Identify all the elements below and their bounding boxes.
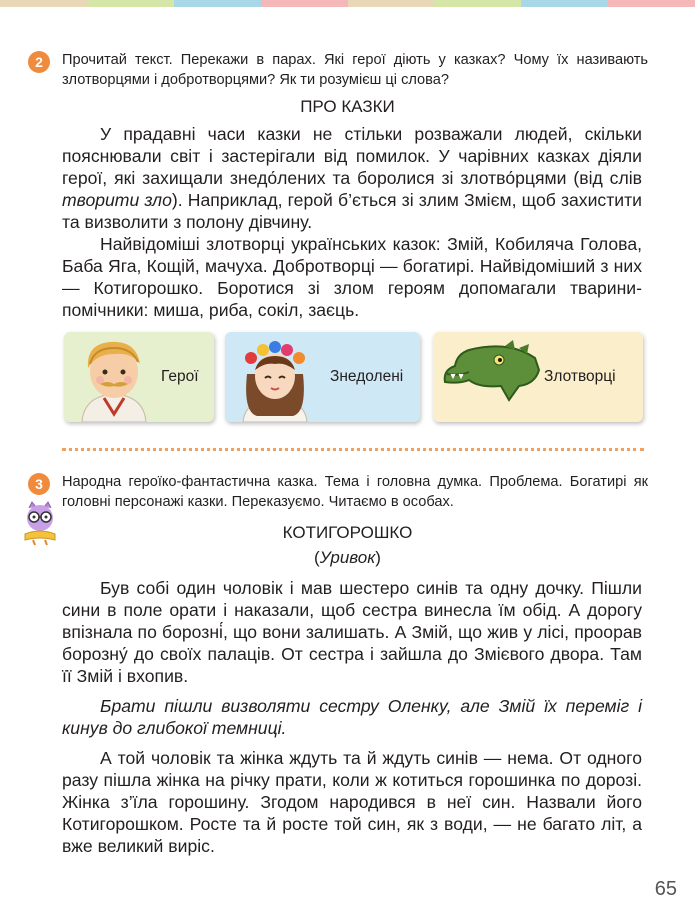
top-bar-segment	[434, 0, 521, 7]
paragraph: Найвідоміші злотворці українських казок: Змій, Кобиляча Голова, Баба Яга, Кощій, мачуха. Добротворці — богатирі. Найвідоміший з них — Котигорошко. Боротися зі злом героям допомагали тварини-помічники: миша, риба, сокіл, заєць.	[62, 234, 642, 320]
paragraph	[62, 123, 642, 233]
story-title: КОТИГОРОШКО	[282, 523, 413, 542]
italic-summary: Брати пішли визволяти сестру Оленку, але Змій їх переміг і кинув до глибокої темниці.	[62, 696, 642, 738]
paragraph: А той чоловік та жінка ждуть та й ждуть синів — нема. От одного разу пішла жінка на річку прати, коли ж котиться горошинка по дорозі. Жінка з’їла горошину. Згодом народився в неї син. Назвали його Котигорошком. Росте та й росте той син, як з води, — не багато літ, а вже великий виріс.	[62, 748, 642, 856]
paragraph: Був собі один чоловік і мав шестеро синів та одну дочку. Пішли сини в поле орати і наказали, щоб сестра винесла їм обід. А дорогу впізнала по борозні́, що вони залишать. А Змій, що жив у лісі, проорав борозну́ до своїх палаців. От сестра і зайшла до Змієвого двора. Там її Змій і вхопив.	[62, 578, 642, 686]
boy-hero-illustration	[74, 334, 154, 422]
text-title: ПРО КАЗКИ	[300, 97, 395, 116]
paren: (	[314, 548, 320, 567]
story-subtitle	[0, 547, 695, 569]
card-oppressed	[225, 332, 420, 422]
card-label: Злотворці	[544, 368, 616, 385]
task-number-badge: 2	[28, 51, 50, 73]
card-label: Герої	[161, 368, 199, 385]
paragraph-text: У прадавні часи казки не стільки розважали людей, скільки пояснювали світ і застерігали від помилок. У чарівних казках діяли герої, які захищали знедо́лених та боролися зі злотво́рцями (від слів	[62, 124, 642, 188]
subtitle-italic: Уривок	[319, 548, 376, 567]
top-bar-segment	[0, 0, 87, 7]
section-divider	[62, 448, 644, 451]
paragraph-text: ). Наприклад, герой б’ється зі злим Змієм, щоб захистити та визволити з полону дівчину.	[62, 190, 642, 232]
story-body	[62, 577, 642, 857]
task-instruction: Народна героїко-фантастична казка. Тема і головна думка. Проблема. Богатирі як головні персонажі казки. Переказуємо. Читаємо в особах.	[62, 474, 648, 510]
page-number: 65	[654, 878, 677, 900]
card-evildoers	[433, 332, 643, 422]
top-bar-segment	[608, 0, 695, 7]
task-3	[28, 472, 648, 512]
card-heroes	[64, 332, 214, 422]
paren: )	[375, 548, 381, 567]
task-instruction: Прочитай текст. Перекажи в парах. Які герої діють у казках? Чому їх називають злотворцями і добротворцями? Як ти розумієш ці слова?	[62, 52, 648, 88]
task-number-badge: 3	[28, 473, 50, 495]
task-2	[28, 50, 648, 90]
girl-illustration	[233, 334, 317, 422]
top-bar-segment	[261, 0, 348, 7]
top-bar-segment	[521, 0, 608, 7]
character-cards	[64, 332, 644, 424]
top-bar-segment	[87, 0, 174, 7]
card-label: Знедолені	[330, 368, 404, 385]
top-bar-segment	[348, 0, 435, 7]
text-body-about-tales	[62, 123, 642, 321]
top-bar-segment	[174, 0, 261, 7]
decorative-top-bar	[0, 0, 695, 7]
dragon-illustration	[439, 340, 545, 410]
paragraph-italic-text: творити зло	[62, 190, 172, 210]
